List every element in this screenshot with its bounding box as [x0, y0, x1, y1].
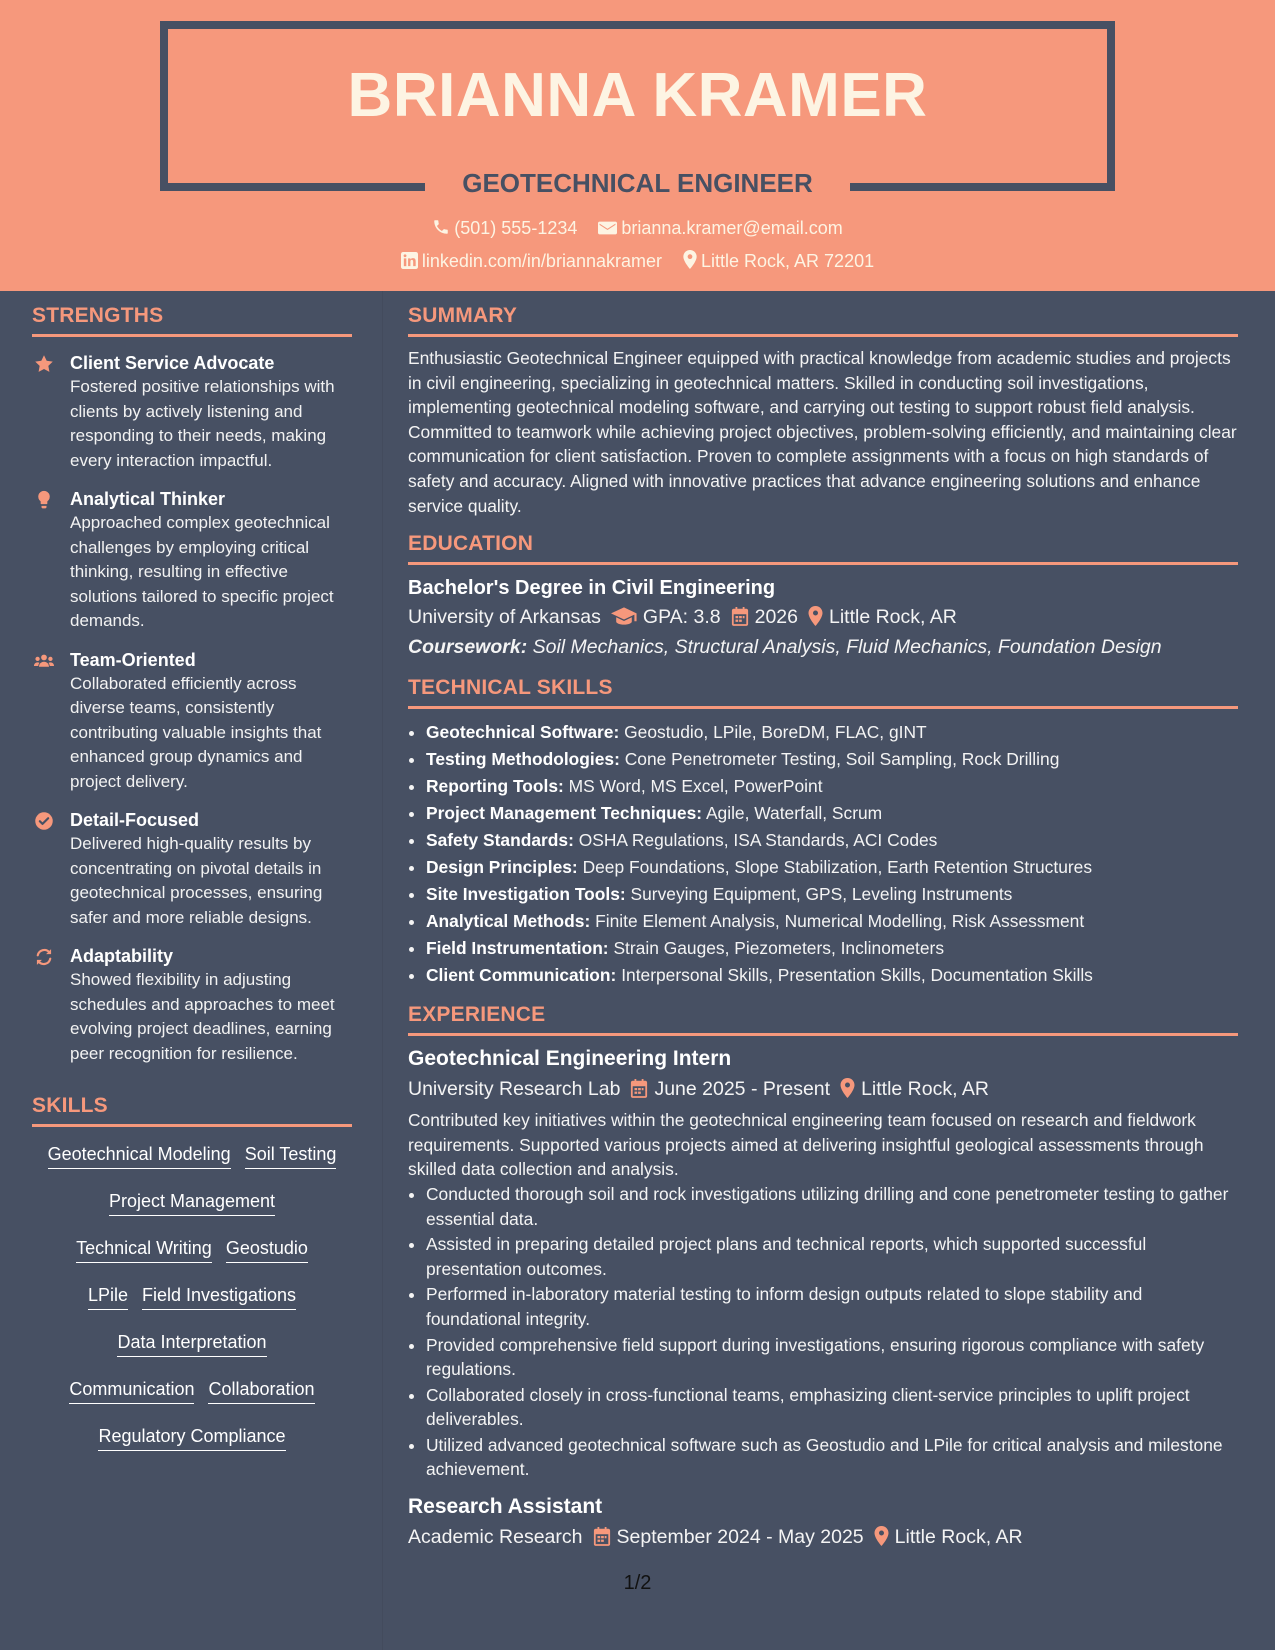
contact-row-2 — [0, 250, 1275, 272]
organization-name: University Research Lab — [408, 1078, 621, 1101]
skill-tag: Technical Writing — [76, 1235, 212, 1263]
envelope-icon — [598, 220, 617, 236]
graduation-cap-icon — [611, 606, 637, 626]
list-item: • Provided comprehensive field support during investigations, ensuring rigorous compliance with safety regulations. — [426, 1333, 1238, 1382]
grad-year: 2026 — [754, 606, 798, 629]
strength-desc: Showed flexibility in adjusting schedules and approaches to meet evolving project deadlines, earning peer recognition for resilience. — [70, 970, 335, 1063]
skill-values: MS Word, MS Excel, PowerPoint — [568, 776, 823, 797]
strength-title: Client Service Advocate — [70, 353, 275, 373]
skill-tag: Communication — [69, 1376, 194, 1404]
list-item: • Utilized advanced geotechnical software such as Geostudio and LPile for critical analysis and milestone achievement. — [426, 1433, 1238, 1482]
position-location: Little Rock, AR — [861, 1078, 989, 1101]
skill-tag: Soil Testing — [245, 1141, 337, 1169]
page-number: 1/2 — [623, 1572, 652, 1594]
strength-desc: Delivered high-quality results by concentrating on pivotal details in geotechnical processes, ensuring safer and more reliable designs. — [70, 834, 323, 927]
position-title: Research Assistant — [408, 1495, 603, 1519]
skill-values: Surveying Equipment, GPS, Leveling Instruments — [630, 884, 1013, 905]
list-item: • Collaborated closely in cross-functional teams, emphasizing client-service principles to uplift project deliverables. — [426, 1383, 1238, 1432]
left-column — [32, 304, 352, 1470]
strength-item — [32, 808, 352, 930]
check-circle-icon — [34, 811, 54, 831]
skill-values: OSHA Regulations, ISA Standards, ACI Codes — [578, 830, 938, 851]
skill-values: Interpersonal Skills, Presentation Skills, Documentation Skills — [621, 965, 1093, 986]
strength-desc: Collaborated efficiently across diverse teams, consistently contributing valuable insights that enhanced group dynamics and project delivery. — [70, 673, 322, 791]
strength-title: Detail-Focused — [70, 810, 200, 830]
coursework-label: Coursework: — [408, 636, 528, 659]
skills-row — [32, 1235, 352, 1263]
position-meta — [408, 1074, 1238, 1104]
education-entry — [408, 574, 1238, 662]
map-pin-icon — [808, 606, 823, 626]
star-icon — [34, 354, 54, 374]
technical-skills-list — [408, 719, 1238, 989]
skill-values: Agile, Waterfall, Scrum — [705, 803, 883, 824]
strength-title: Analytical Thinker — [70, 489, 226, 509]
education-heading: EDUCATION — [408, 532, 1238, 565]
skills-tags — [32, 1141, 352, 1451]
position-bullets — [408, 1182, 1238, 1482]
position-dates: September 2024 - May 2025 — [616, 1526, 864, 1549]
skill-category: Field Instrumentation: — [426, 938, 609, 959]
skill-tag: Collaboration — [208, 1376, 314, 1404]
skill-tag: LPile — [88, 1282, 128, 1310]
position-description: Contributed key initiatives within the geotechnical engineering team focused on research and fieldwork requirements. Supported various projects aimed at delivering insightful geological assessments through skilled data collection and analysis. — [408, 1110, 1204, 1180]
skill-category: Project Management Techniques: — [426, 803, 703, 824]
column-divider — [382, 291, 383, 1650]
skill-tag: Geostudio — [226, 1235, 308, 1263]
technical-skills-heading: TECHNICAL SKILLS — [408, 676, 1238, 709]
skill-tag: Project Management — [109, 1188, 275, 1216]
list-item: • Conducted thorough soil and rock investigations utilizing drilling and cone penetrometer testing to gather essential data. — [426, 1182, 1238, 1231]
strength-desc: Fostered positive relationships with clients by actively listening and responding to their needs, making every interaction impactful. — [70, 377, 335, 470]
skills-row — [32, 1329, 352, 1357]
calendar-icon — [593, 1526, 611, 1546]
map-pin-icon — [874, 1526, 889, 1546]
list-item — [426, 908, 1238, 935]
candidate-name: BRIANNA KRAMER — [347, 61, 928, 130]
calendar-icon — [731, 606, 749, 626]
strength-item — [32, 648, 352, 795]
list-item — [426, 935, 1238, 962]
skill-tag: Field Investigations — [142, 1282, 296, 1310]
coursework-line — [408, 632, 1238, 662]
education-location: Little Rock, AR — [828, 606, 957, 629]
experience-heading: EXPERIENCE — [408, 1003, 1238, 1036]
email-contact[interactable] — [598, 218, 842, 239]
phone-contact — [432, 218, 577, 239]
calendar-icon — [630, 1078, 648, 1098]
skills-heading: SKILLS — [32, 1094, 352, 1127]
experience-entry — [408, 1044, 1238, 1482]
list-item — [426, 854, 1238, 881]
location-contact — [683, 250, 874, 272]
position-dates: June 2025 - Present — [654, 1078, 831, 1101]
skill-values: Deep Foundations, Slope Stabilization, Earth Retention Structures — [582, 857, 1093, 878]
right-column — [408, 304, 1238, 1552]
position-title: Geotechnical Engineering Intern — [408, 1047, 732, 1071]
organization-name: Academic Research — [408, 1526, 583, 1549]
skill-category: Safety Standards: — [426, 830, 574, 851]
strength-title: Adaptability — [70, 946, 174, 966]
experience-entry — [408, 1492, 1238, 1552]
users-icon — [34, 651, 54, 671]
education-meta — [408, 602, 1238, 632]
skill-tag: Regulatory Compliance — [98, 1423, 285, 1451]
skill-tag: Data Interpretation — [117, 1329, 266, 1357]
lightbulb-icon — [34, 490, 54, 510]
location-text: Little Rock, AR 72201 — [701, 251, 875, 271]
map-pin-icon — [840, 1078, 855, 1098]
skill-category: Reporting Tools: — [426, 776, 564, 797]
strength-desc: Approached complex geotechnical challenges by employing critical thinking, resulting in effective solutions tailored to specific project demands. — [70, 513, 334, 630]
resume-header — [0, 0, 1275, 291]
list-item — [426, 746, 1238, 773]
strength-item — [32, 351, 352, 473]
skill-category: Testing Methodologies: — [426, 749, 620, 770]
strength-item — [32, 944, 352, 1066]
skills-row — [32, 1282, 352, 1310]
phone-text: (501) 555-1234 — [454, 218, 578, 238]
linkedin-icon — [401, 252, 418, 269]
strength-title: Team-Oriented — [70, 649, 196, 670]
list-item — [426, 773, 1238, 800]
skills-row — [32, 1376, 352, 1404]
summary-heading: SUMMARY — [408, 304, 1238, 337]
position-meta — [408, 1522, 1238, 1552]
skill-values: Cone Penetrometer Testing, Soil Sampling, Rock Drilling — [624, 749, 1060, 770]
list-item — [426, 827, 1238, 854]
skill-tag: Geotechnical Modeling — [48, 1141, 231, 1169]
skill-category: Geotechnical Software: — [426, 722, 620, 743]
gpa-text: GPA: 3.8 — [642, 606, 721, 629]
list-item: • Assisted in preparing detailed project plans and technical reports, which supported successful presentation outcomes. — [426, 1232, 1238, 1281]
contact-row-1 — [0, 218, 1275, 239]
map-pin-icon — [683, 250, 697, 269]
degree-title: Bachelor's Degree in Civil Engineering — [408, 577, 776, 600]
list-item — [426, 881, 1238, 908]
linkedin-text[interactable]: linkedin.com/in/briannakramer — [421, 251, 662, 271]
list-item — [426, 800, 1238, 827]
skills-row — [32, 1188, 352, 1216]
position-location: Little Rock, AR — [894, 1526, 1023, 1549]
skill-category: Analytical Methods: — [426, 911, 591, 932]
list-item — [426, 962, 1238, 989]
skill-category: Design Principles: — [426, 857, 578, 878]
skills-row — [32, 1423, 352, 1451]
school-name: University of Arkansas — [408, 606, 601, 629]
skill-values: Finite Element Analysis, Numerical Modelling, Risk Assessment — [595, 911, 1085, 932]
strength-item — [32, 487, 352, 634]
strengths-heading: STRENGTHS — [32, 304, 352, 337]
job-title: GEOTECHNICAL ENGINEER — [462, 168, 813, 198]
phone-icon — [432, 218, 450, 236]
list-item: • Performed in-laboratory material testing to inform design outputs related to slope stability and foundational integrity. — [426, 1282, 1238, 1331]
list-item — [426, 719, 1238, 746]
skill-category: Client Communication: — [426, 965, 617, 986]
skill-values: Geostudio, LPile, BoreDM, FLAC, gINT — [624, 722, 927, 743]
skill-values: Strain Gauges, Piezometers, Inclinometers — [613, 938, 945, 959]
sync-icon — [34, 947, 54, 967]
coursework-list: Soil Mechanics, Structural Analysis, Fluid Mechanics, Foundation Design — [532, 636, 1162, 659]
summary-text: Enthusiastic Geotechnical Engineer equipped with practical knowledge from academic studies and projects in civil engineering, specializing in geotechnical matters. Skilled in conducting soil investigations, implementing geotechnical modeling software, and carrying out testing to support robust field analysis. Committed to teamwork while achieving project objectives, problem-solving efficiently, and maintaining clear communication for client satisfaction. Proven to complete assignments with a focus on high standards of safety and accuracy. Aligned with innovative practices that advance engineering solutions and enhance service quality. — [408, 348, 1237, 516]
skill-category: Site Investigation Tools: — [426, 884, 626, 905]
linkedin-contact[interactable] — [401, 251, 662, 272]
email-text[interactable]: brianna.kramer@email.com — [621, 218, 843, 238]
skills-row — [32, 1141, 352, 1169]
